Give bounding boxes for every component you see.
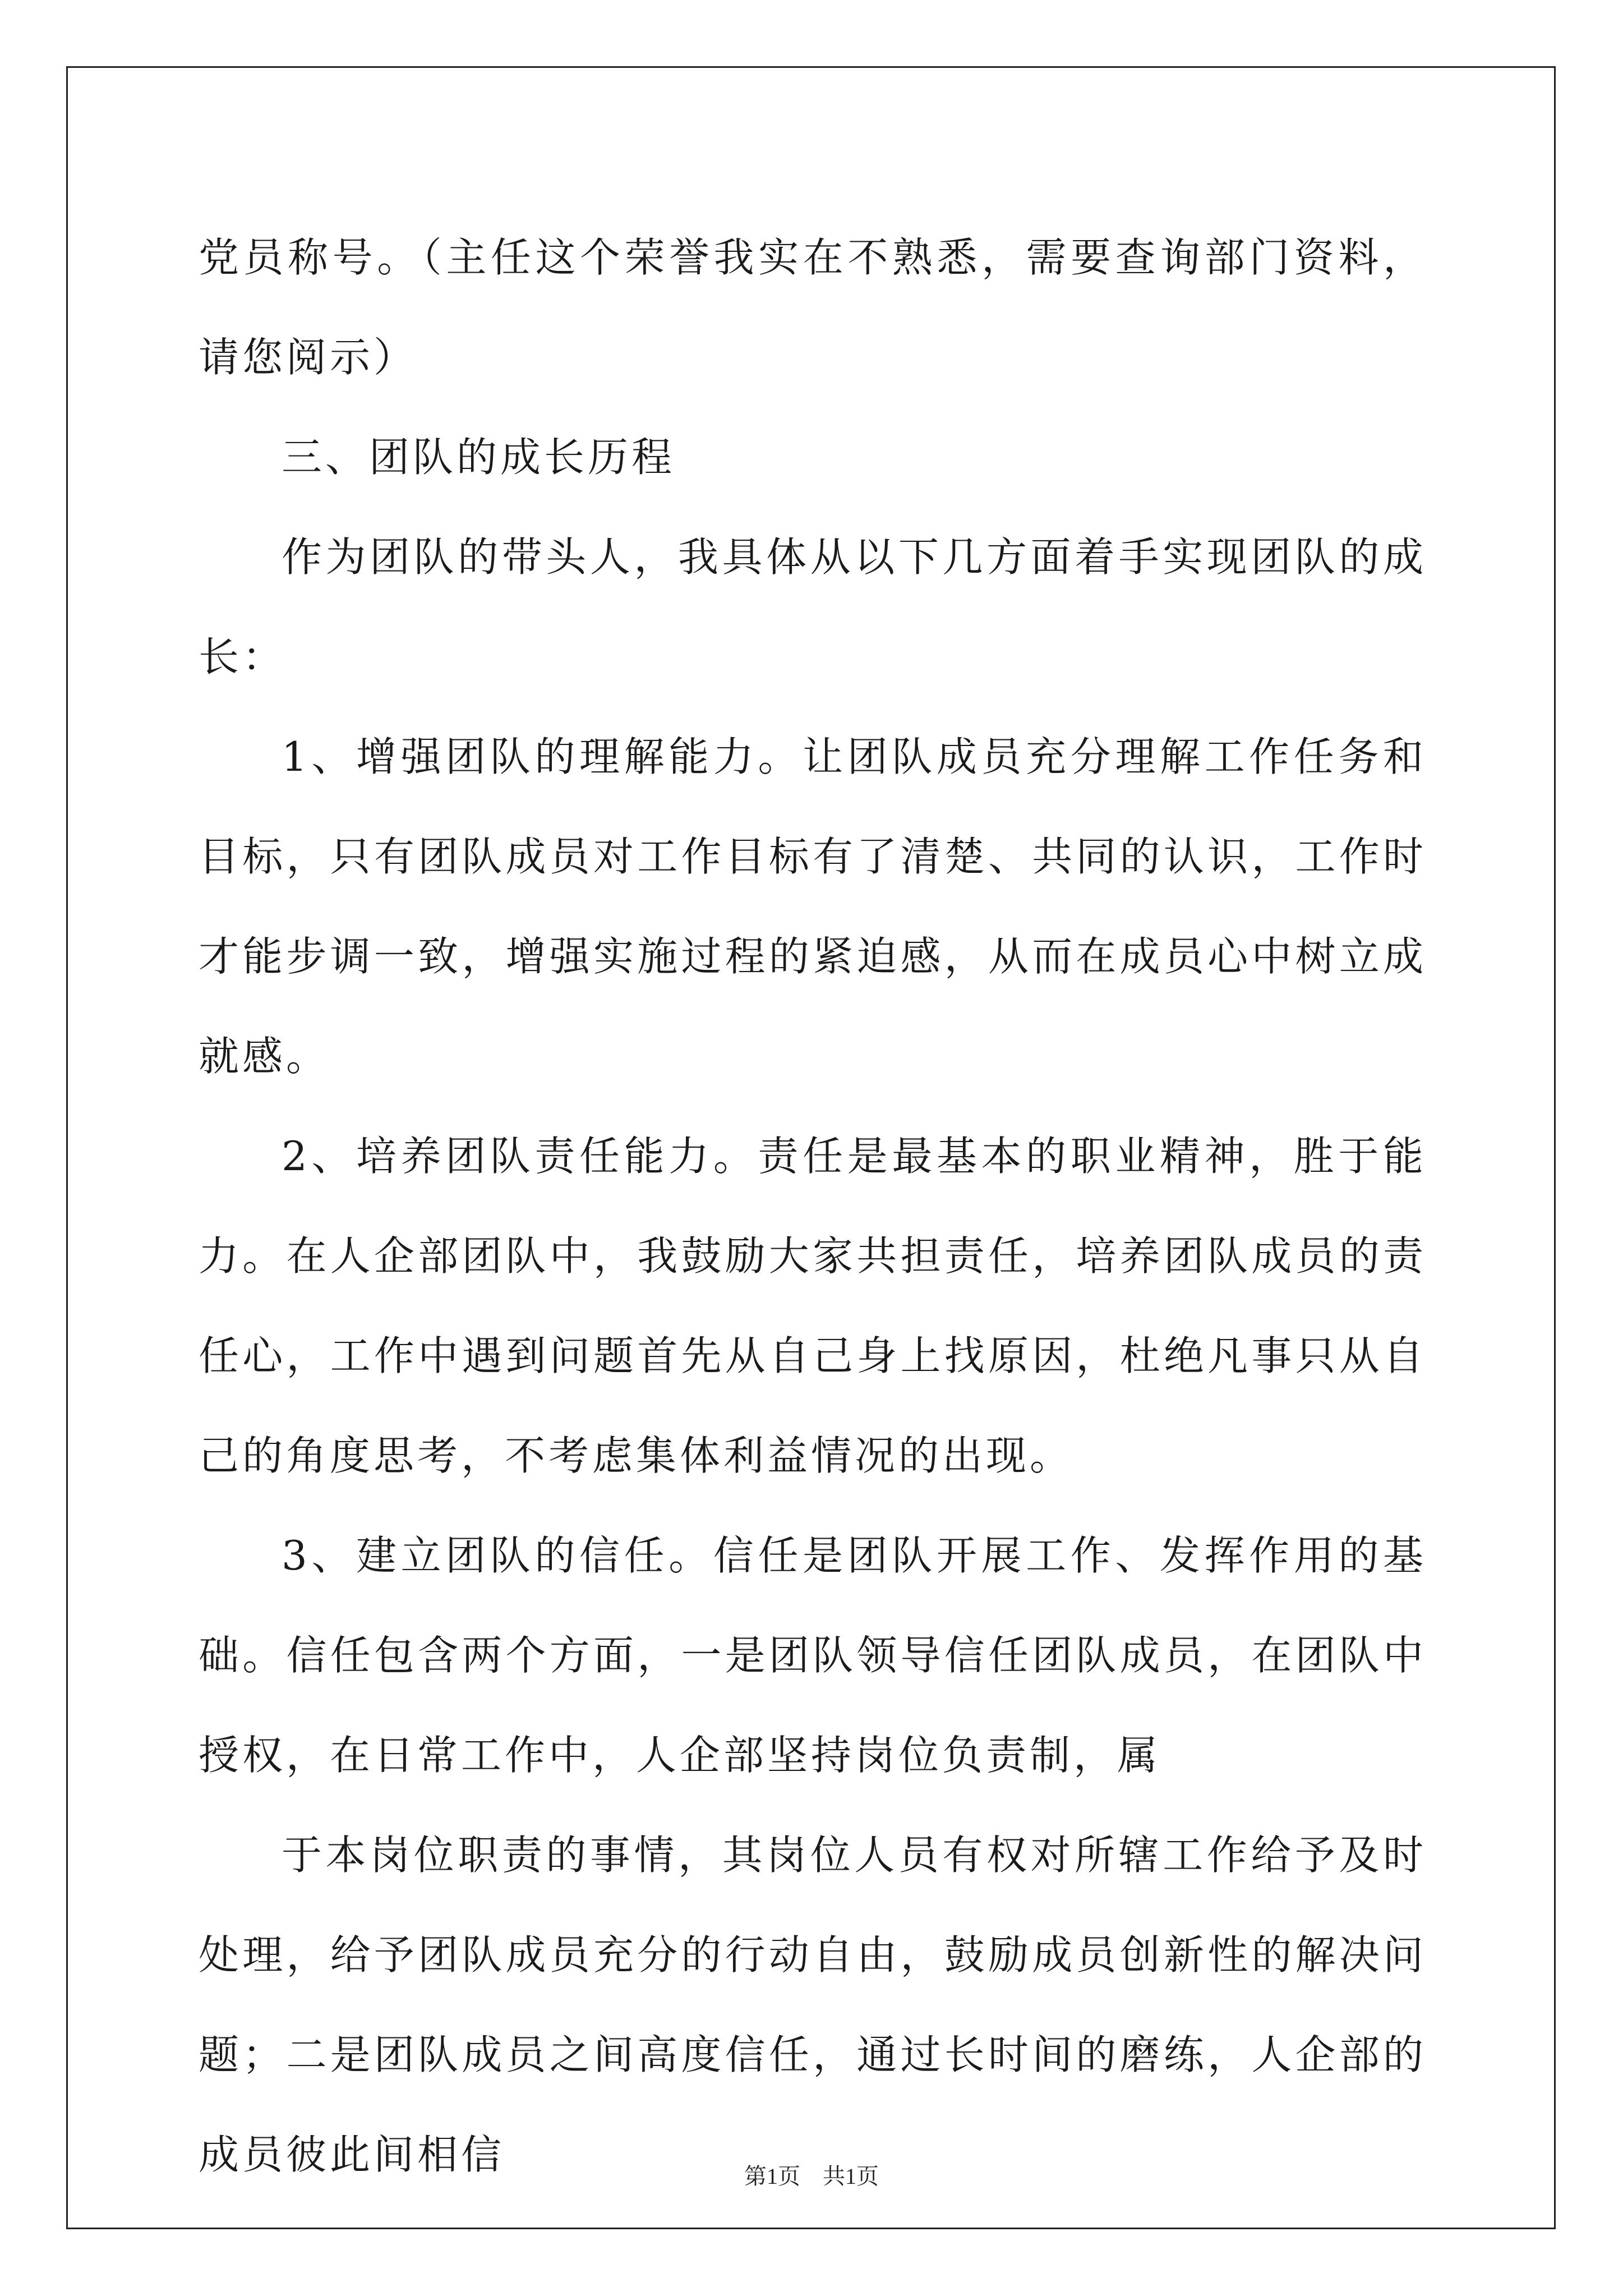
- document-body: [199, 208, 1427, 2205]
- paragraph-item-2: 2、培养团队责任能力。责任是最基本的职业精神，胜于能力。在人企部团队中，我鼓励大家共担责任，培养团队成员的责任心，工作中遇到问题首先从自己身上找原因，杜绝凡事只从自己的角度思考，不考虑集体利益情况的出现。: [199, 1133, 1427, 1479]
- paragraph-item-3: 3、建立团队的信任。信任是团队开展工作、发挥作用的基础。信任包含两个方面，一是团队领导信任团队成员，在团队中授权，在日常工作中，人企部坚持岗位负责制，属: [199, 1532, 1427, 1779]
- paragraph-intro: 作为团队的带头人，我具体从以下几方面着手实现团队的成长：: [199, 533, 1427, 680]
- paragraph-1: 党员称号。（主任这个荣誉我实在不熟悉，需要查询部门资料，请您阅示）: [199, 234, 1427, 381]
- page-number-footer: 第1页 共1页: [744, 2164, 879, 2189]
- paragraph-item-1: 1、增强团队的理解能力。让团队成员充分理解工作任务和目标，只有团队成员对工作目标有了清楚、共同的认识，工作时才能步调一致，增强实施过程的紧迫感，从而在成员心中树立成就感。: [199, 733, 1427, 1080]
- paragraph-continuation: 于本岗位职责的事情，其岗位人员有权对所辖工作给予及时处理，给予团队成员充分的行动自由，鼓励成员创新性的解决问题；二是团队成员之间高度信任，通过长时间的磨练，人企部的成员彼此间相信: [199, 1832, 1427, 2178]
- section-heading: 三、团队的成长历程: [282, 434, 676, 481]
